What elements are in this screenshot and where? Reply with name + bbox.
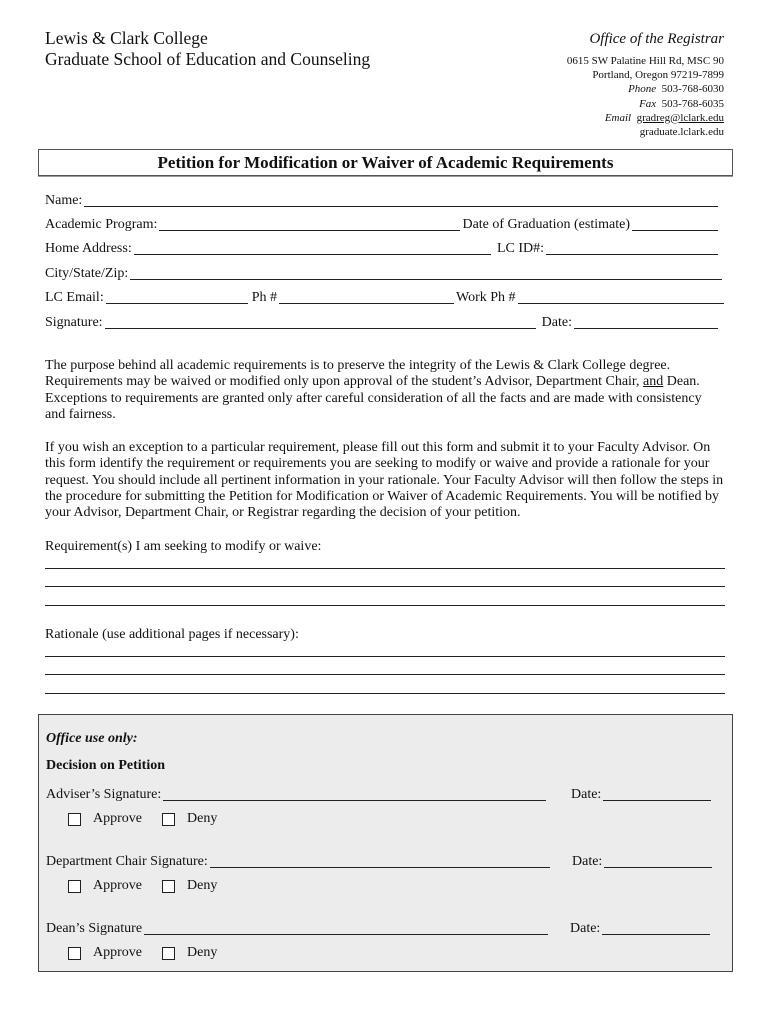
city-label: City/State/Zip: bbox=[45, 266, 129, 281]
adviser-signature-label: Adviser’s Signature: bbox=[46, 787, 162, 802]
dean-date-label: Date: bbox=[570, 921, 601, 936]
city-row bbox=[45, 266, 724, 282]
rationale-line[interactable] bbox=[45, 674, 725, 675]
chair-signature-label: Department Chair Signature: bbox=[46, 854, 208, 869]
email-field[interactable] bbox=[106, 302, 248, 304]
signature-field[interactable] bbox=[105, 327, 536, 329]
address-label: Home Address: bbox=[45, 241, 132, 256]
college-name: Lewis & Clark College bbox=[45, 28, 208, 48]
decision-heading: Decision on Petition bbox=[46, 758, 165, 773]
adviser-deny-option[interactable] bbox=[162, 811, 217, 827]
purpose-paragraph bbox=[45, 358, 725, 423]
college-heading bbox=[45, 28, 370, 70]
instructions-paragraph: If you wish an exception to a particular requirement, please fill out this form and submit it to your Faculty Advisor. On this form identify the requirement or requirements you are seeking to modify or waive and provide a rationale for your request. You should include all pertinent information in your rationale. Your Faculty Advisor will then follow the steps in the procedure for submitting the Petition for Modification or Waiver of Academic Requirements. You will be notified by your Advisor, Department Chair, or Registrar regarding the decision of your petition. bbox=[45, 440, 724, 521]
approve-checkbox[interactable] bbox=[68, 947, 81, 960]
name-label: Name: bbox=[45, 193, 83, 208]
approve-checkbox[interactable] bbox=[68, 813, 81, 826]
email-link[interactable]: gradreg@lclark.edu bbox=[636, 111, 724, 124]
phone-line bbox=[567, 82, 724, 96]
chair-date-row bbox=[572, 854, 714, 870]
email-line bbox=[567, 111, 724, 125]
contact-row bbox=[45, 290, 726, 306]
lcid-label: LC ID#: bbox=[496, 241, 544, 256]
phone-field[interactable] bbox=[279, 302, 454, 304]
dean-date-row bbox=[570, 921, 712, 937]
fax-line bbox=[567, 97, 724, 111]
dean-signature-label: Dean’s Signature bbox=[46, 921, 143, 936]
graduation-field[interactable] bbox=[632, 229, 718, 231]
adviser-decision bbox=[68, 811, 237, 827]
deny-label: Deny bbox=[187, 945, 218, 960]
requirements-line[interactable] bbox=[45, 605, 725, 606]
requirements-label: Requirement(s) I am seeking to modify or waive: bbox=[45, 539, 322, 554]
dean-approve-option[interactable] bbox=[68, 945, 142, 961]
purpose-text-a: The purpose behind all academic requirements is to preserve the integrity of the Lewis & Clark College degree. Requirements may be waived or modified only upon approval of the student’s Advisor, Department Chair, bbox=[45, 358, 671, 390]
deny-checkbox[interactable] bbox=[162, 813, 175, 826]
website-link[interactable]: graduate.lclark.edu bbox=[639, 126, 724, 139]
purpose-text-b: Dean. Exceptions to requirements are granted only after careful consideration of all the facts and are made with consistency and fairness. bbox=[45, 374, 702, 422]
address-field[interactable] bbox=[134, 253, 491, 255]
adviser-date-field[interactable] bbox=[603, 799, 711, 801]
phone-number: 503-768-6030 bbox=[661, 83, 724, 96]
approve-label: Approve bbox=[93, 945, 142, 960]
email-field-label: LC Email: bbox=[45, 290, 104, 305]
graduation-label: Date of Graduation (estimate) bbox=[462, 217, 630, 232]
adviser-date-row bbox=[571, 787, 713, 803]
adviser-signature-field[interactable] bbox=[163, 799, 546, 801]
registrar-contact bbox=[567, 30, 724, 139]
fax-label: Fax bbox=[639, 97, 657, 110]
email-label: Email bbox=[604, 111, 632, 124]
name-row bbox=[45, 193, 720, 209]
requirements-line[interactable] bbox=[45, 568, 725, 569]
signature-date-field[interactable] bbox=[574, 327, 718, 329]
approve-label: Approve bbox=[93, 878, 142, 893]
address-line-2: Portland, Oregon 97219-7899 bbox=[592, 69, 724, 82]
fax-number: 503-768-6035 bbox=[661, 97, 724, 110]
registrar-title: Office of the Registrar bbox=[589, 31, 724, 47]
school-name: Graduate School of Education and Counseling bbox=[45, 49, 371, 69]
adviser-date-label: Date: bbox=[571, 787, 602, 802]
chair-decision bbox=[68, 878, 237, 894]
address-row bbox=[45, 241, 720, 257]
program-label: Academic Program: bbox=[45, 217, 158, 232]
chair-date-field[interactable] bbox=[604, 866, 712, 868]
deny-checkbox[interactable] bbox=[162, 880, 175, 893]
deny-label: Deny bbox=[187, 878, 218, 893]
city-field[interactable] bbox=[130, 278, 722, 280]
office-use-heading: Office use only: bbox=[46, 731, 138, 746]
dean-decision bbox=[68, 945, 237, 961]
program-row bbox=[45, 217, 720, 233]
work-phone-field[interactable] bbox=[518, 302, 724, 304]
work-phone-label: Work Ph # bbox=[456, 290, 516, 305]
chair-signature-field[interactable] bbox=[210, 866, 550, 868]
signature-label: Signature: bbox=[45, 315, 103, 330]
adviser-approve-option[interactable] bbox=[68, 811, 142, 827]
chair-date-label: Date: bbox=[572, 854, 603, 869]
purpose-text-and: and bbox=[643, 374, 664, 390]
dean-deny-option[interactable] bbox=[162, 945, 217, 961]
approve-checkbox[interactable] bbox=[68, 880, 81, 893]
phone-field-label: Ph # bbox=[251, 290, 278, 305]
name-field[interactable] bbox=[84, 205, 718, 207]
program-field[interactable] bbox=[159, 229, 460, 231]
rationale-line[interactable] bbox=[45, 693, 725, 694]
rationale-line[interactable] bbox=[45, 656, 725, 657]
dean-signature-row bbox=[46, 921, 550, 937]
dean-date-field[interactable] bbox=[602, 933, 710, 935]
deny-checkbox[interactable] bbox=[162, 947, 175, 960]
office-use-section bbox=[38, 714, 733, 972]
form-title: Petition for Modification or Waiver of Academic Requirements bbox=[38, 149, 733, 176]
lcid-field[interactable] bbox=[546, 253, 718, 255]
rationale-label: Rationale (use additional pages if necessary): bbox=[45, 627, 299, 642]
deny-label: Deny bbox=[187, 811, 218, 826]
signature-date-label: Date: bbox=[541, 315, 572, 330]
phone-label: Phone bbox=[628, 83, 657, 96]
adviser-signature-row bbox=[46, 787, 548, 803]
requirements-line[interactable] bbox=[45, 586, 725, 587]
signature-row bbox=[45, 315, 720, 331]
chair-deny-option[interactable] bbox=[162, 878, 217, 894]
approve-label: Approve bbox=[93, 811, 142, 826]
address-line-1: 0615 SW Palatine Hill Rd, MSC 90 bbox=[566, 55, 724, 67]
chair-approve-option[interactable] bbox=[68, 878, 142, 894]
dean-signature-field[interactable] bbox=[144, 933, 548, 935]
chair-signature-row bbox=[46, 854, 552, 870]
